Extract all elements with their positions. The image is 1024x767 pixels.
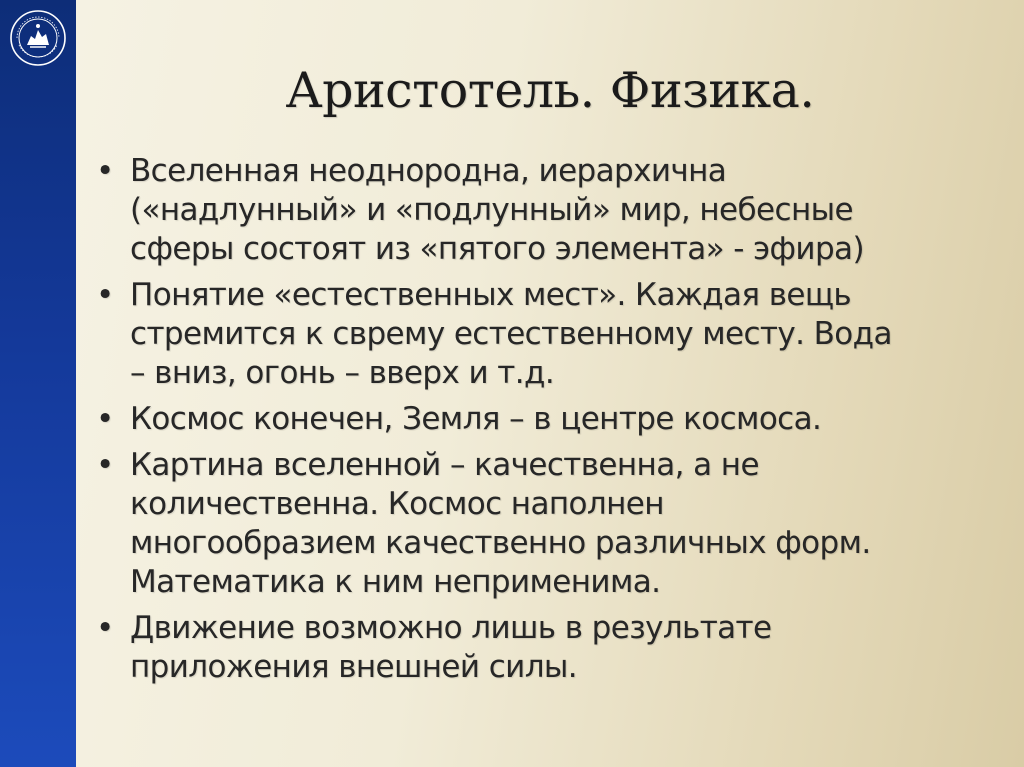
bullet-item-qualitative-picture <box>94 446 994 602</box>
bullet-item-universe <box>94 152 994 269</box>
bullet-text-line: Вселенная неоднородна, иерархична <box>130 153 727 189</box>
bullet-item-motion <box>94 609 994 687</box>
bullet-text-line: стремится к сврему естественному месту. Вода <box>130 316 892 352</box>
bullet-list <box>94 152 994 694</box>
bullet-icon: • <box>96 447 114 483</box>
bullet-icon: • <box>96 610 114 646</box>
bullet-text-line: Картина вселенной – качественна, а не <box>130 447 759 483</box>
bullet-text-line: количественна. Космос наполнен <box>130 486 664 522</box>
bullet-icon: • <box>96 277 114 313</box>
bullet-text-line: Движение возможно лишь в результате <box>130 610 772 646</box>
bullet-text-line: – вниз, огонь – вверх и т.д. <box>130 355 555 391</box>
bullet-icon: • <box>96 153 114 189</box>
bullet-icon: • <box>96 401 114 437</box>
sidebar-band <box>0 0 76 767</box>
bullet-item-natural-places <box>94 276 994 393</box>
bullet-text-line: («надлунный» и «подлунный» мир, небесные <box>130 192 853 228</box>
bullet-text-line: приложения внешней силы. <box>130 649 578 685</box>
slide-title: Аристотель. Физика. <box>285 62 815 119</box>
bullet-text-line: Понятие «естественных мест». Каждая вещь <box>130 277 852 313</box>
bullet-text-line: многообразием качественно различных форм. <box>130 525 871 561</box>
university-emblem-icon <box>9 9 67 67</box>
bullet-text-line: Математика к ним неприменима. <box>130 564 661 600</box>
bullet-item-cosmos-finite <box>94 400 994 439</box>
bullet-text-line: Космос конечен, Земля – в центре космоса. <box>130 401 822 437</box>
bullet-text-line: сферы состоят из «пятого элемента» - эфира) <box>130 231 864 267</box>
